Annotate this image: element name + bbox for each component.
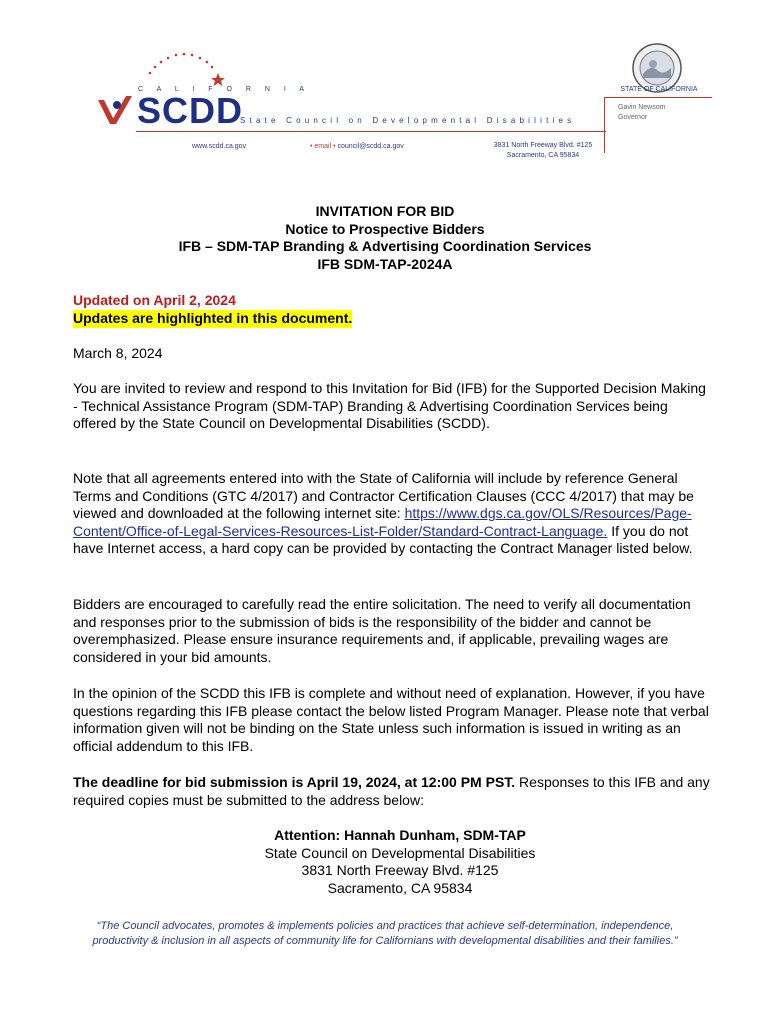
dgs-contract-link[interactable]: https://www.dgs.ca.gov/OLS/Resources/Page-Content/Office-of-Legal-Services-Resources-List-Folder/Standard-Contract-Language. <box>73 505 692 539</box>
mission-statement: “The Council advocates, promotes & implements policies and practices that achieve self-determination, independence, productivity & inclusion in all aspects of community life for Californians with developmental disabilities and their families.” <box>92 920 678 947</box>
bullet-icon: • <box>310 143 313 150</box>
website-link[interactable]: www.scdd.ca.gov <box>192 143 247 150</box>
terms-paragraph <box>73 470 713 558</box>
deadline-paragraph <box>73 774 713 809</box>
document-title <box>0 203 770 273</box>
title-line: IFB SDM-TAP-2024A <box>317 255 453 272</box>
state-label: STATE OF CALIFORNIA <box>620 86 698 93</box>
address-line: Sacramento, CA 95834 <box>506 152 580 159</box>
california-wordmark: C A L I F O R N I A <box>138 86 311 93</box>
email-label: email <box>314 143 332 150</box>
vertical-divider <box>604 97 605 153</box>
letterhead-address <box>488 141 598 161</box>
deadline-text: The deadline for bid submission is April 19, 2024, at 12:00 PM PST. <box>73 774 516 790</box>
deadline-rest: Responses to this IFB and any required copies must be submitted to the address below: <box>73 774 710 808</box>
governor-title: Governor <box>618 114 648 121</box>
contact-street: 3831 North Freeway Blvd. #125 <box>301 862 499 878</box>
council-name: State Council on Developmental Disabilities <box>240 116 576 125</box>
bullet-icon: • <box>333 143 336 150</box>
title-line: IFB – SDM-TAP Branding & Advertising Coordination Services <box>178 238 592 254</box>
terms-text: If you do not have Internet access, a hard copy can be provided by contacting the Contract Manager listed below. <box>73 522 693 556</box>
scdd-person-icon <box>96 94 134 128</box>
updated-notice: Updated on April 2, 2024 <box>73 292 236 308</box>
title-line: Notice to Prospective Bidders <box>285 220 485 237</box>
terms-text: Note that all agreements entered into with the State of California will include by reference General Terms and Conditions (GTC 4/2017) and Contractor Certification Clauses (CCC 4/2017) that may be viewed and downloaded at the following internet site: <box>73 470 694 521</box>
bidders-paragraph: Bidders are encouraged to carefully read the entire solicitation. The need to verify all documentation and responses prior to the submission of bids is the responsibility of the bidder and cannot be overemphasized. Please ensure insurance requirements and, if applicable, prevailing wages are considered in your bid amounts. <box>73 596 691 665</box>
contact-attention: Attention: Hannah Dunham, SDM-TAP <box>274 827 526 843</box>
letterhead-divider <box>136 131 606 132</box>
highlight-notice: Updates are highlighted in this document. <box>73 310 353 326</box>
contact-city: Sacramento, CA 95834 <box>327 879 473 896</box>
contact-org: State Council on Developmental Disabilities <box>264 844 536 861</box>
contact-block <box>0 827 770 897</box>
governor-block <box>618 103 665 123</box>
title-line: INVITATION FOR BID <box>315 203 455 219</box>
state-divider <box>604 97 712 98</box>
scdd-logo-text: SCDD <box>137 90 244 131</box>
email-address[interactable]: council@scdd.ca.gov <box>337 143 404 150</box>
opinion-paragraph: In the opinion of the SCDD this IFB is complete and without need of explanation. However, if you have questions regarding this IFB please contact the below listed Program Manager. Please note that verbal information given will not be binding on the State unless such information is issued in writing as an official addendum to this IFB. <box>73 685 709 754</box>
email-contact[interactable] <box>310 143 404 150</box>
document-date: March 8, 2024 <box>73 345 163 361</box>
governor-name: Gavin Newsom <box>618 104 666 111</box>
address-line: 3831 North Freeway Blvd. #125 <box>493 142 593 149</box>
intro-paragraph: You are invited to review and respond to this Invitation for Bid (IFB) for the Supported Decision Making - Technical Assistance Program (SDM-TAP) Branding & Advertising Coordination Services being offered by the State Council on Developmental Disabilities (SCDD). <box>73 380 706 431</box>
